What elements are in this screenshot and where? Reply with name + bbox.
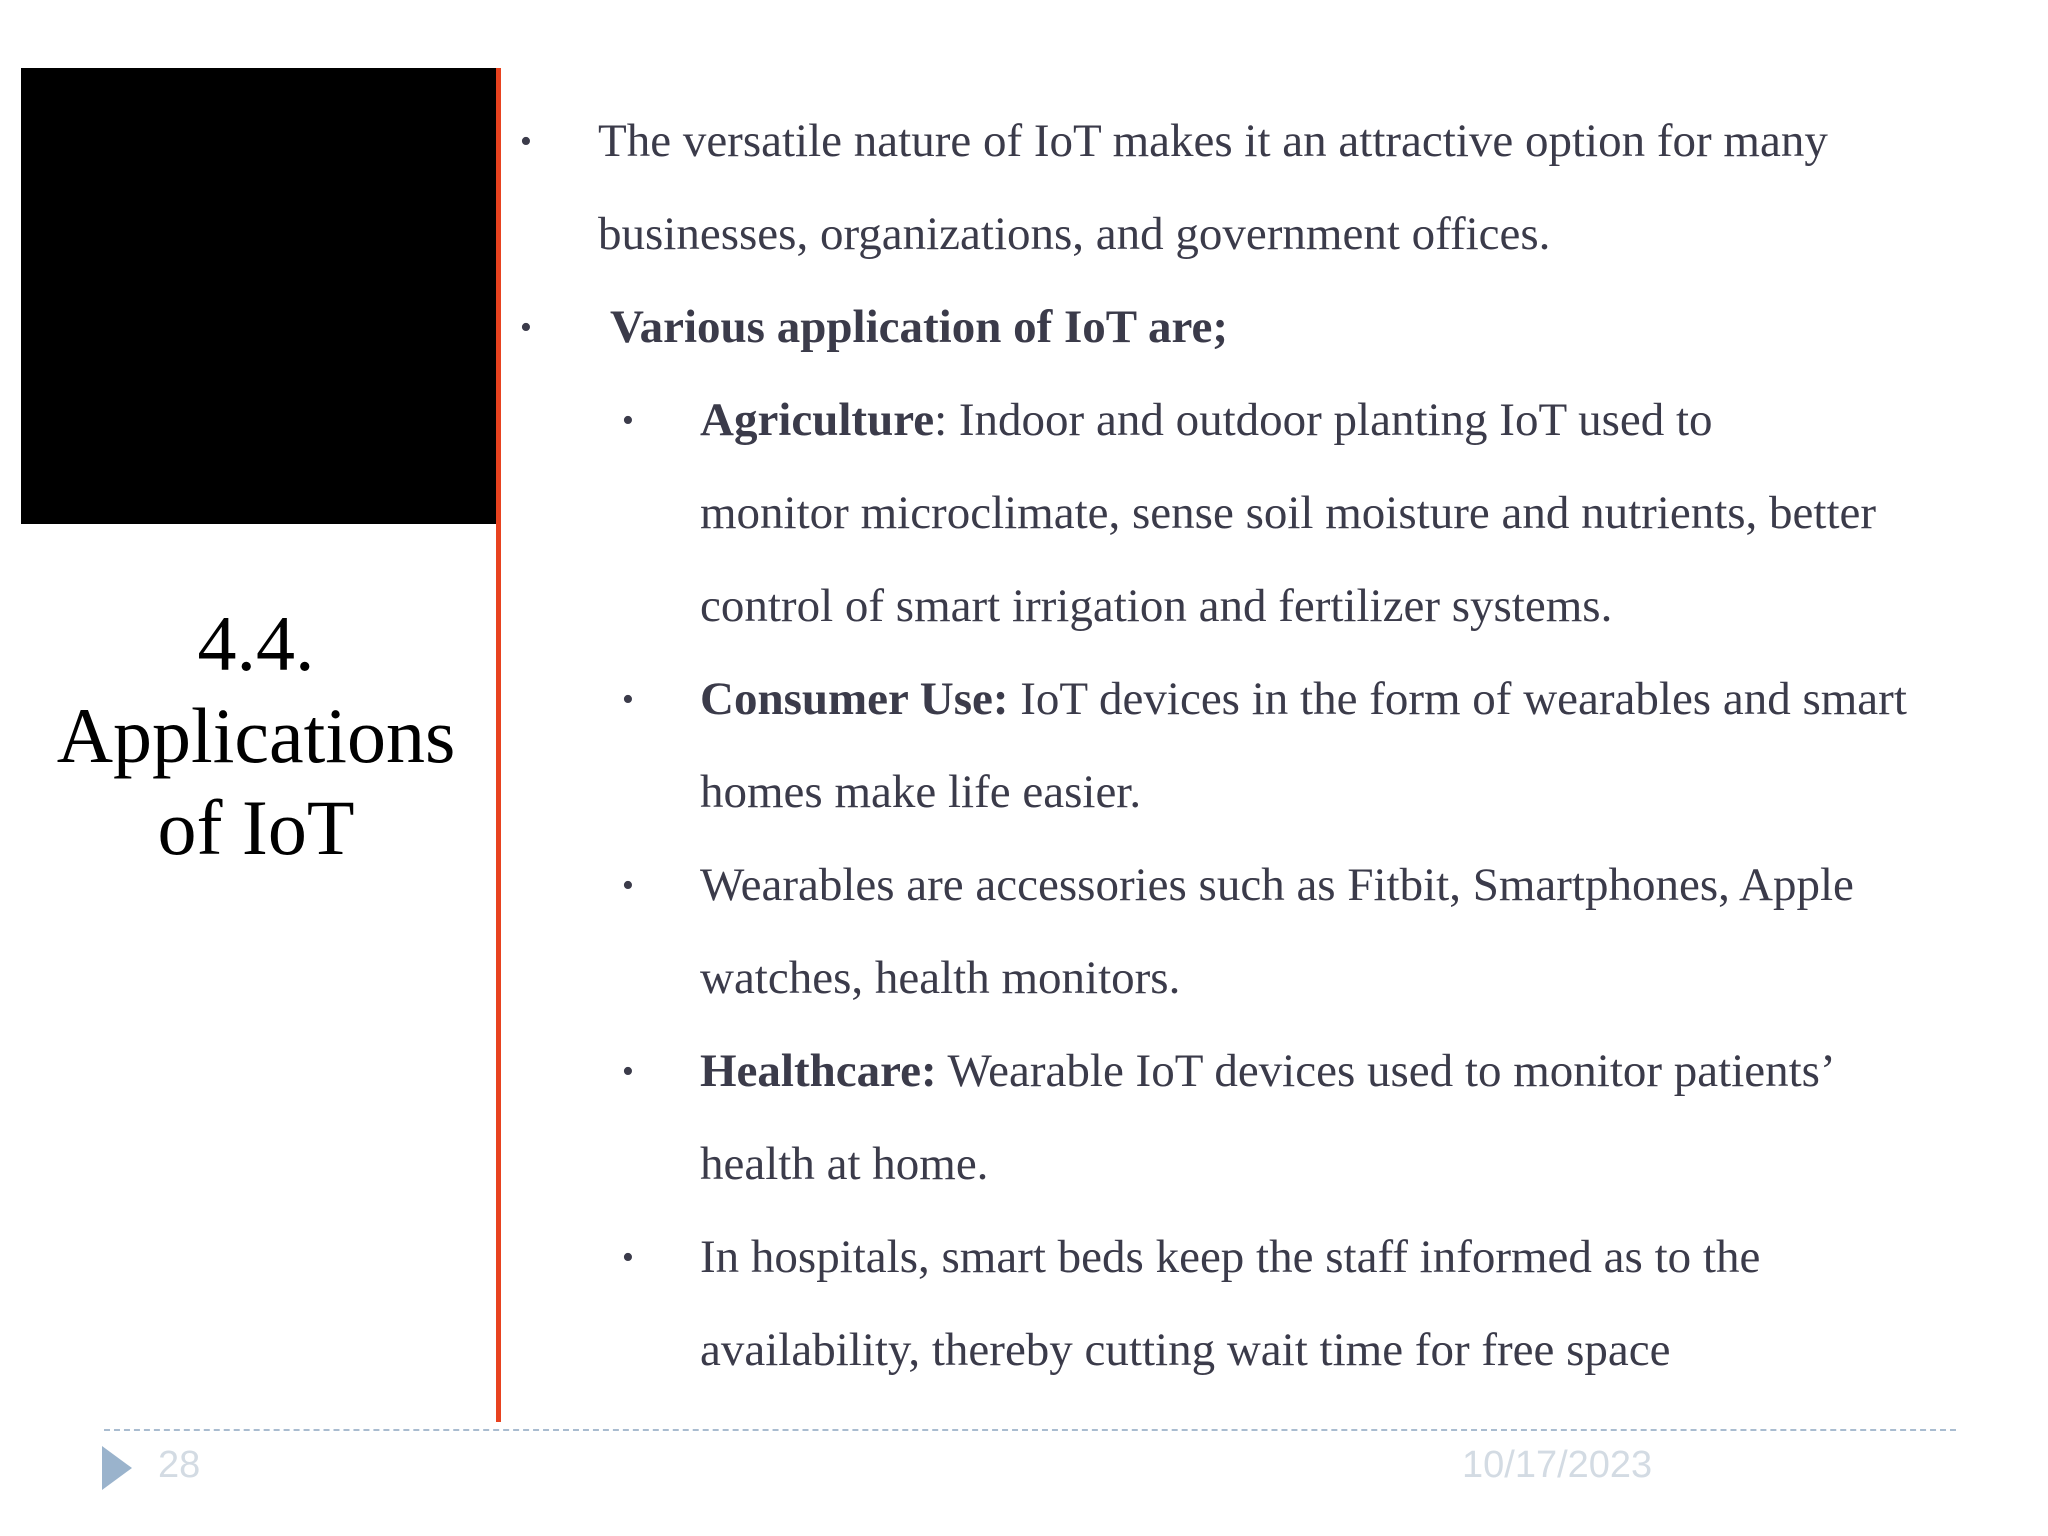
image-placeholder xyxy=(21,68,499,524)
bullet-continuation: availability, thereby cutting wait time for free space xyxy=(700,1324,1671,1376)
title-line: 4.4. xyxy=(197,600,315,687)
slide-title xyxy=(21,598,491,874)
bullet-item xyxy=(500,653,2040,839)
bullet-dot-icon: • xyxy=(622,867,634,904)
bullet-continuation: monitor microclimate, sense soil moisture and nutrients, better xyxy=(700,487,1877,539)
bullet-text: IoT devices in the form of wearables and smart xyxy=(1008,673,1907,725)
bullet-bold-text: Agriculture xyxy=(700,394,935,446)
bullet-item xyxy=(500,839,2040,1025)
bullet-bold-text: Healthcare: xyxy=(700,1045,937,1097)
bullet-continuation: control of smart irrigation and fertilizer systems. xyxy=(700,580,1613,632)
bullet-text: The versatile nature of IoT makes it an attractive option for many xyxy=(598,115,1828,167)
bullet-continuation: health at home. xyxy=(700,1138,989,1190)
footer-divider xyxy=(104,1429,1956,1431)
bullet-text: : Indoor and outdoor planting IoT used to xyxy=(934,394,1713,446)
play-triangle-icon xyxy=(102,1446,132,1490)
bullet-item xyxy=(500,374,2040,653)
bullet-bold-text: Various application of IoT are; xyxy=(610,301,1229,353)
bullet-dot-icon: • xyxy=(622,402,634,439)
bullet-item xyxy=(500,1025,2040,1211)
bullet-item xyxy=(500,1211,2040,1397)
bullet-bold-text: Consumer Use: xyxy=(700,673,1009,725)
bullet-text: Wearables are accessories such as Fitbit, Smartphones, Apple xyxy=(700,859,1854,911)
bullet-continuation: businesses, organizations, and government offices. xyxy=(598,208,1551,260)
bullet-continuation: watches, health monitors. xyxy=(700,952,1181,1004)
bullet-dot-icon: • xyxy=(622,681,634,718)
bullet-text: Wearable IoT devices used to monitor patients’ xyxy=(936,1045,1836,1097)
bullet-dot-icon: • xyxy=(622,1053,634,1090)
title-line: of IoT xyxy=(157,784,355,871)
bullet-text: In hospitals, smart beds keep the staff informed as to the xyxy=(700,1231,1761,1283)
bullet-item xyxy=(500,95,2040,281)
page-number: 28 xyxy=(158,1444,201,1486)
bullet-dot-icon: • xyxy=(520,123,532,160)
bullet-continuation: homes make life easier. xyxy=(700,766,1142,818)
footer-date: 10/17/2023 xyxy=(1462,1444,1653,1486)
bullet-dot-icon: • xyxy=(622,1239,634,1276)
title-line: Applications xyxy=(56,692,456,779)
bullet-dot-icon: • xyxy=(520,309,532,346)
bullet-list xyxy=(500,95,2040,1397)
bullet-item xyxy=(500,281,2040,374)
